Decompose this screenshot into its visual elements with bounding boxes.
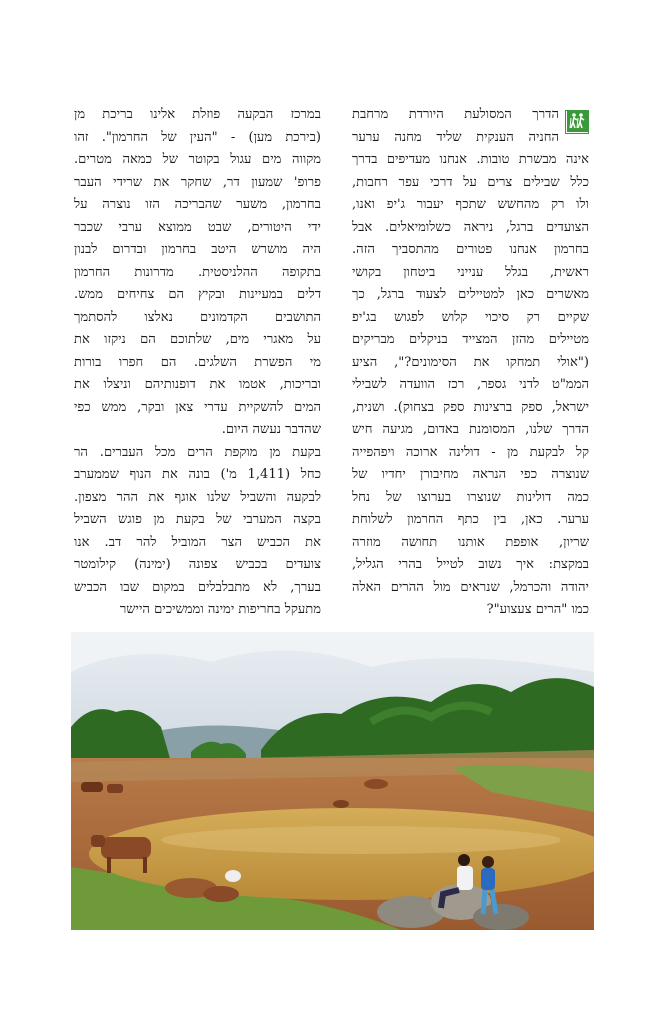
- text-line: קל לבקעת מן - דולינה ארוכה ויפהפייה: [352, 444, 589, 460]
- pond-water: [89, 808, 594, 900]
- text-line: מקווה מים עגול בקוטר של כמאה מטרים.: [74, 152, 321, 167]
- text-column-left: [74, 104, 321, 622]
- text-line: כמה דולינות שנוצרו בערוצו של נחל: [352, 489, 589, 505]
- text-line: אינה מבשרת טובות. אנחנו מעדיפים בדרך: [352, 152, 589, 167]
- text-line: (בירכת מען) - "העין של החרמון". זהו: [74, 129, 321, 145]
- text-line: בקצה המערבי של בקעת מן פוגש השביל: [74, 512, 321, 527]
- text-line: ובריכות, אטמו את דופנותיהם וניצלו את: [74, 377, 321, 392]
- text-line: החניה הענקית שליד מחנה ערער: [352, 129, 559, 145]
- text-line: דלים במעיינות ובקיץ הם צחיחים ממש.: [74, 287, 321, 302]
- text-line: ערער. כאן, בין כתף החרמון לשלוחת: [352, 512, 589, 527]
- text-line: בתקופה ההלניסטית. מדרונות החרמון: [74, 264, 321, 280]
- text-line: כלל שבילים צרים על דרכי עפר רחבות,: [352, 174, 589, 190]
- text-line: את הכביש הצר המוביל להר דב. אנו: [74, 534, 321, 550]
- text-line: הממ"ט לדני גספר, רכז הוועדה לשבילי: [352, 377, 589, 392]
- text-line: כחל (1,411 מ') בונה את הנוף שממערב: [74, 467, 321, 482]
- text-line: בחרמון, משער שהבריכה הזו נוצרה על: [74, 197, 321, 212]
- text-line: הדרך שלנו, המסומנת באדום, מגיעה חיש: [352, 422, 589, 437]
- text-line: לבקעה והשביל שלנו אוגף את ההר מצפון.: [74, 489, 321, 505]
- text-line: ("אולי תמחקו את הסימונים?", הציע: [352, 354, 589, 370]
- text-line: מאשרים כאן למטיילים לצעוד ברגל, כך: [352, 287, 589, 302]
- text-line: במרכז הבקעה פוזלת אלינו בריכת מן: [74, 107, 321, 122]
- text-line: מי הפשרת השלגים. הם חפרו בורות: [74, 354, 321, 370]
- text-line: התושבים הקדמונים נאלצו להסתמך: [74, 309, 321, 325]
- text-line: על מאגרי מים, שלתוכם הם ניקזו את: [74, 332, 321, 347]
- text-line: במקצת: איך נשוב לטייל בהרי הגליל,: [352, 557, 589, 572]
- text-line: מטיילים מהזן המצייד בניקלים מבריקים: [352, 332, 589, 347]
- text-line: הצועדים ברגל, ניראה כשלומיאלים. אבל: [352, 219, 589, 235]
- text-line: מתעקל בחריפות ימינה וממשיכים היישר: [119, 602, 321, 617]
- text-line: בחרמון אנחנו פטורים מהתסביך הזה.: [352, 242, 589, 257]
- text-line: בערך, לא מתבלבלים במקום שבו הכביש: [74, 579, 321, 595]
- text-line: היה מושרש היטב בחרמון ובדרום לבנון: [74, 242, 321, 257]
- text-line: ולו רק מהחשש שתכף יעבור ג'יפ ואנו,: [352, 197, 589, 212]
- text-line: בקעת מן מוקפת הרים מכל העברים. הר: [74, 444, 321, 460]
- text-line: שריון, אופפת אותנו תחושה מוזרה: [352, 534, 589, 550]
- text-column-right: [352, 104, 589, 622]
- landscape-photo: [71, 632, 594, 930]
- text-line: יהודה והכרמל, שנראים מול ההרים האלה: [352, 579, 589, 595]
- text-line: שהדבר נעשה היום.: [221, 422, 321, 437]
- text-line: כמו "הרים צעצוע"?: [486, 602, 589, 617]
- text-line: פרופ' שמעון דר, שחקר את שרידי העבר: [74, 174, 321, 190]
- text-line: ידי היטורים, שבט ממוצא ערבי שכבר: [74, 219, 321, 235]
- text-line: שקיים רק סיכוי קלוש לפגוש בג'יפ: [352, 309, 589, 325]
- text-line: ראשית, בגלל ענייני ביטחון בקושי: [352, 264, 589, 280]
- text-line: הדרך המסולעת היורדת מרחבת: [352, 107, 559, 122]
- text-line: צועדים בכביש צפונה (ימינה) קילומטר: [74, 557, 321, 572]
- text-line: המים להשקיית עדרי צאן ובקר, ממש כפי: [74, 399, 321, 415]
- text-line: שנוצרה כפי הנראה מחיבורן יחדיו של: [352, 467, 589, 482]
- text-line: ישראל, ספק ברצינות ספק בצחוק). ושנית,: [352, 399, 589, 415]
